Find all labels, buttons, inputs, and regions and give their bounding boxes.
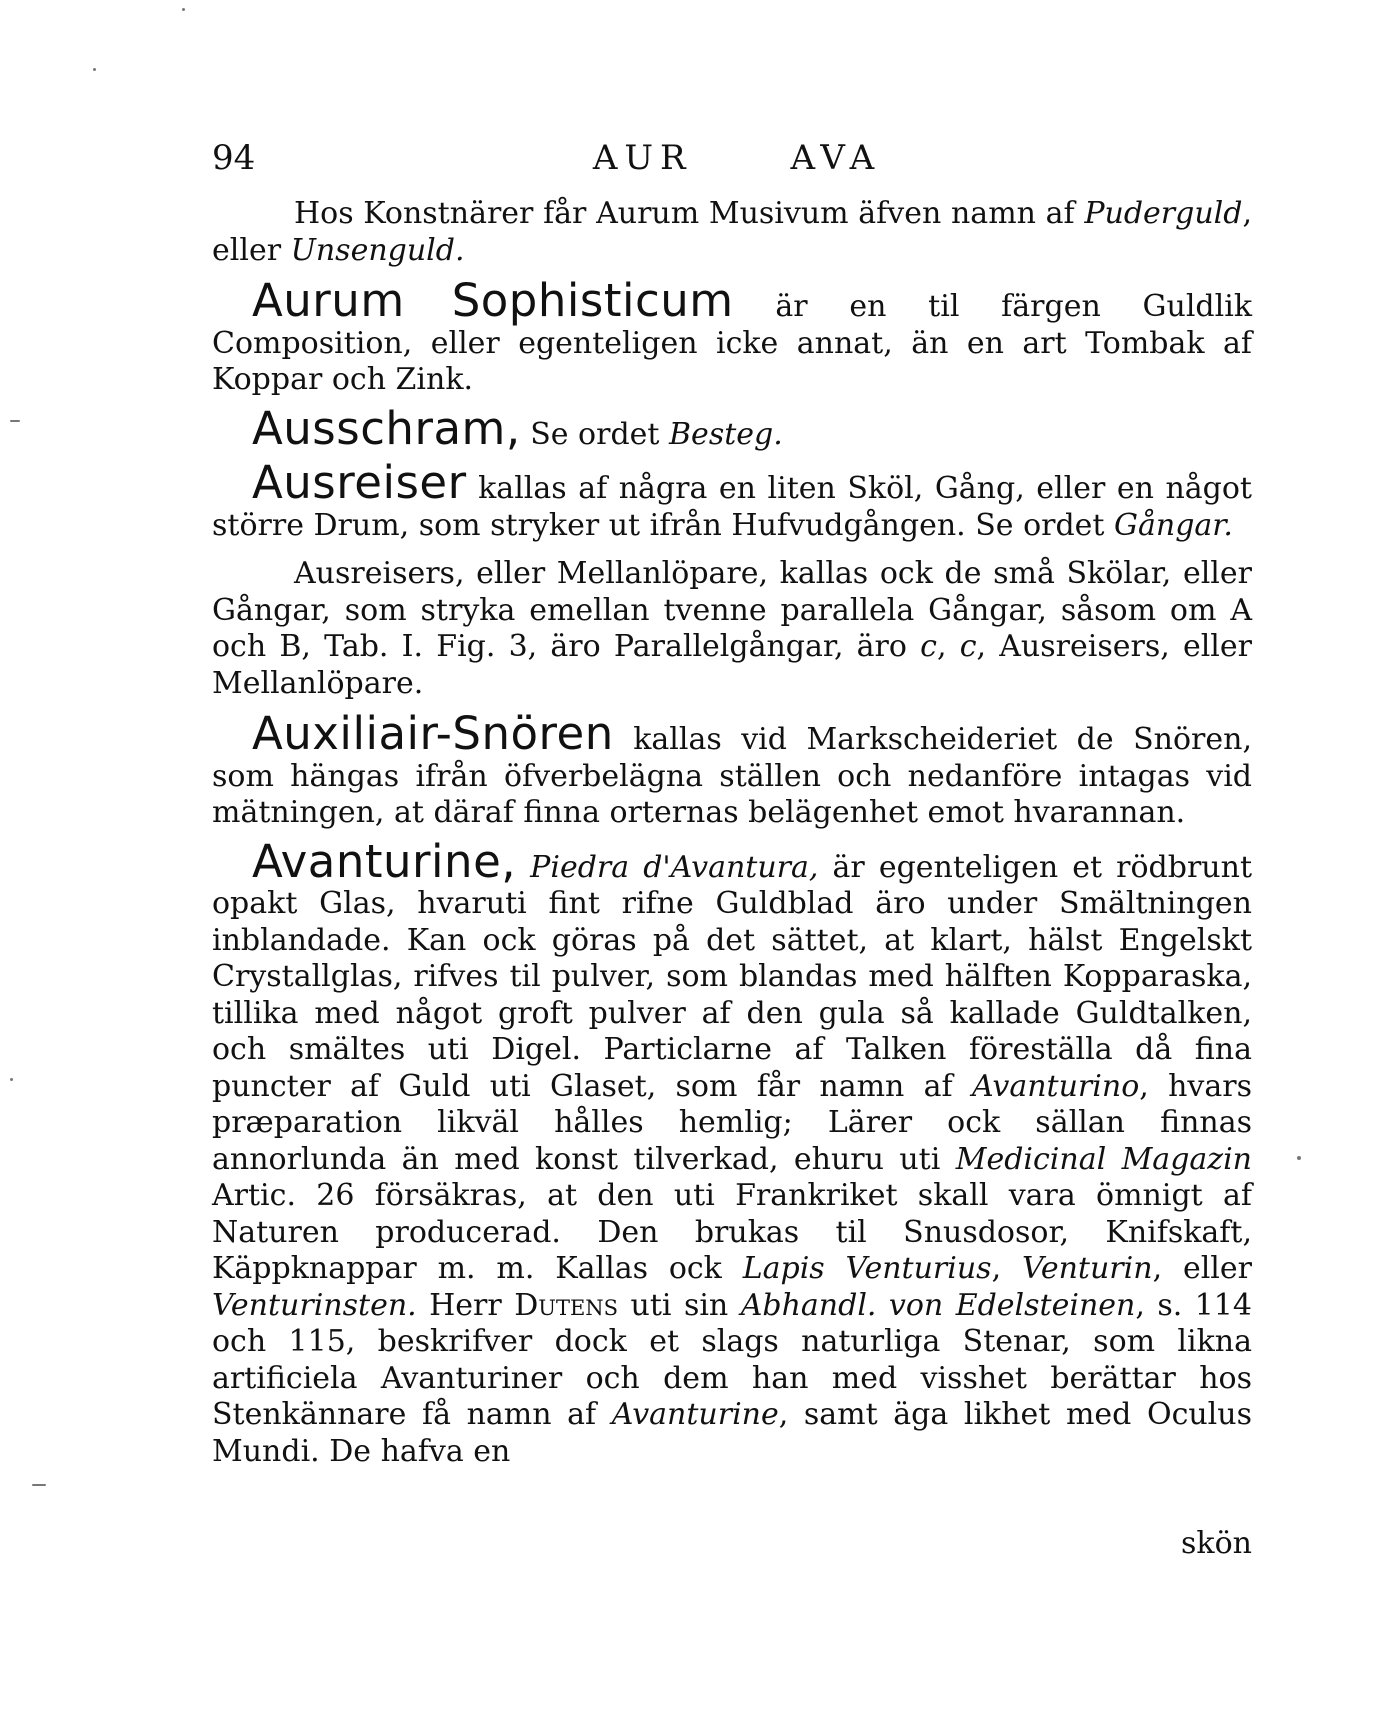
italic-term: Unsenguld. <box>290 232 465 268</box>
italic-term: Medicinal Magazin <box>955 1141 1253 1177</box>
headword: Avanturine, <box>252 834 517 888</box>
page-speck <box>10 420 20 422</box>
italic-term: Besteg. <box>669 416 783 452</box>
entry-text: , samt äga likhet med Oculus Mundi. De hafva en <box>212 1397 1252 1469</box>
entry-ausreiser <box>212 456 1252 544</box>
italic-term: Venturin <box>1021 1251 1153 1286</box>
entry-text: uti sin <box>618 1287 741 1323</box>
running-head <box>212 128 1262 188</box>
entry-text: , eller <box>1152 1251 1252 1286</box>
entry-text: , <box>991 1251 1022 1286</box>
italic-term: c <box>959 629 977 664</box>
headword: Aurum Sophisticum <box>252 274 734 327</box>
text-run: Hos Konstnärer får Aurum Musivum äfven namn af <box>294 196 1085 231</box>
text-run: , Ausreisers, eller Mellanlöpare. <box>212 629 1252 701</box>
catchword: skön <box>1181 1526 1252 1561</box>
entry-text: kallas vid Markscheideriet de Snören, som hängas ifrån öfverbelägna ställen och nedanföre intagas vid mätningen, at däraf finna orternas belägenhet emot hvarannan. <box>212 722 1252 830</box>
page-speck <box>93 68 96 71</box>
running-head-right: AVA <box>790 138 882 178</box>
entry-text: Artic. 26 försäkras, at den uti Frankriket skall vara ömnigt af Naturen producerad. Den brukas til Snusdosor, Knifskaft, Käppknappar m. m. Kallas ock <box>212 1178 1252 1286</box>
entry-auxiliair-snoren <box>212 707 1252 832</box>
page-speck <box>10 1078 13 1081</box>
page-header <box>212 128 1262 188</box>
page-body <box>212 196 1252 1482</box>
paragraph-puderguld <box>212 196 1252 269</box>
page-speck <box>182 8 185 11</box>
entry-text: Se ordet <box>520 416 670 452</box>
entry-text: Herr <box>416 1287 515 1323</box>
entry-text: kallas af några en liten Sköl, Gång, eller en något större Drum, som stryker ut ifrån Hufvudgången. Se ordet <box>212 471 1252 543</box>
italic-term: Gångar. <box>1114 507 1233 543</box>
entry-text: är en til färgen Guldlik Composition, eller egenteligen icke annat, än en art Tombak af Koppar och Zink. <box>212 289 1253 397</box>
entry-avanturine <box>212 834 1253 1471</box>
page-speck <box>1297 1156 1301 1160</box>
italic-term: c <box>920 629 937 664</box>
italic-term: Piedra d'Avantura, <box>516 849 819 885</box>
italic-term: Puderguld <box>1084 196 1243 231</box>
italic-term: Venturinsten. <box>212 1287 417 1323</box>
page-speck <box>32 1484 46 1486</box>
entry-text: , s. 114 och 115, beskrifver dock et slags naturliga Stenar, som likna artificiela Avanturiner och dem han med visshet berättar hos Stenkännare få namn af <box>212 1287 1252 1432</box>
page-number: 94 <box>212 138 256 178</box>
entry-text: är egenteligen et rödbrunt opakt Glas, hvaruti fint rifne Guldblad äro under Smältningen inblandade. Kan ock göras på det sättet, at klart, hälst Engelskt Crystallglas, rifves til pulver, som blandas med hälften Kopparaska, tillika med något groft pulver af den gula så kallade Guldtalken, och smältes uti Digel. Particlarne af Talken föreställa då fina puncter af Guld uti Glaset, som får namn af <box>212 849 1253 1104</box>
italic-term: Avanturine <box>611 1397 779 1432</box>
headword: Auxiliair-Snören <box>252 707 614 760</box>
small-caps-name: Dutens <box>514 1287 619 1323</box>
entry-aurum-sophisticum <box>212 274 1253 399</box>
italic-term: Abhandl. von Edelsteinen <box>740 1287 1136 1323</box>
text-run: Ausreisers, eller Mellanlöpare, kallas ock de små Skölar, eller Gångar, som stryka emellan tvenne parallela Gångar, såsom om A och B, Tab. I. Fig. 3, äro Parallelgångar, äro <box>212 556 1252 664</box>
headword: Ausreiser <box>252 456 467 509</box>
text-run: , <box>936 629 960 664</box>
italic-term: Avanturino <box>971 1068 1140 1104</box>
entry-text: , hvars præparation likväl hålles hemlig; Lärer ock sällan finnas annorlunda än med konst tilverkad, ehuru uti <box>212 1068 1252 1177</box>
headword: Ausschram, <box>252 401 521 455</box>
text-run: , eller <box>212 196 1252 268</box>
entry-ausschram <box>212 401 1252 455</box>
paragraph-ausreisers <box>212 556 1252 702</box>
italic-term: Lapis Venturius <box>742 1251 992 1286</box>
running-head-left: AUR <box>592 138 693 178</box>
